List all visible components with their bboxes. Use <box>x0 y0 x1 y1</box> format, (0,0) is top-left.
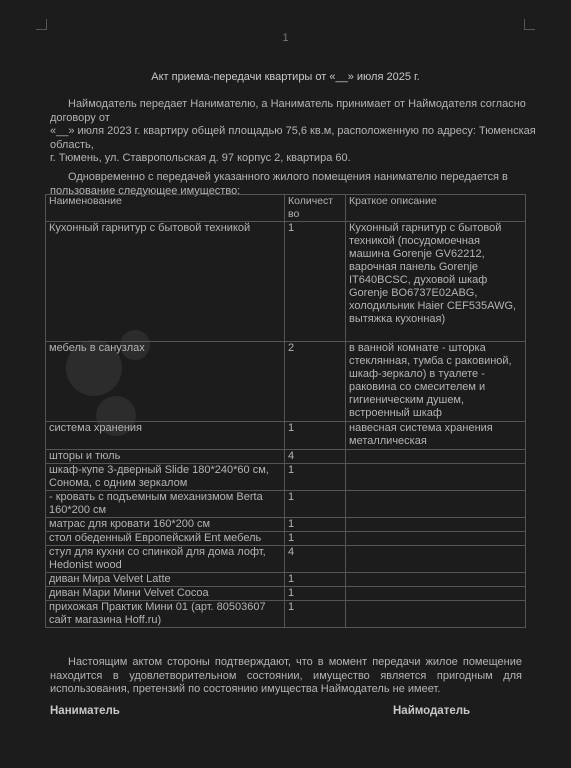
row-desc <box>346 601 526 628</box>
property-intro-line: пользование следующее имущество: <box>50 184 241 197</box>
row-name: диван Мари Мини Velvet Cocoa <box>46 587 285 601</box>
header-qty: Количест во <box>285 195 346 222</box>
table-row <box>46 222 526 342</box>
table-row <box>46 587 526 601</box>
row-desc <box>346 546 526 573</box>
row-qty: 1 <box>285 532 346 546</box>
table-row <box>46 573 526 587</box>
row-qty: 4 <box>285 546 346 573</box>
table-row <box>46 491 526 518</box>
signature-landlord: Наймодатель <box>393 705 471 717</box>
intro-line: договору от <box>50 111 110 124</box>
row-desc <box>346 491 526 518</box>
row-qty: 4 <box>285 450 346 464</box>
row-name: стол обеденный Европейский Ent мебель <box>46 532 285 546</box>
table-row <box>46 546 526 573</box>
table-row <box>46 464 526 491</box>
row-qty: 1 <box>285 573 346 587</box>
intro-line: г. Тюмень, ул. Ставропольская д. 97 корпус 2, квартира 60. <box>50 152 351 164</box>
row-desc <box>346 518 526 532</box>
table-row <box>46 450 526 464</box>
row-desc <box>346 532 526 546</box>
table-row <box>46 422 526 450</box>
intro-paragraph <box>50 98 550 166</box>
row-desc: навесная система хранения металлическая <box>346 422 526 450</box>
row-name: - кровать с подъемным механизмом Berta 160*200 см <box>46 491 285 518</box>
table-row <box>46 532 526 546</box>
page-number: 1 <box>282 32 289 44</box>
row-desc <box>346 587 526 601</box>
row-qty: 1 <box>285 422 346 450</box>
table-row <box>46 601 526 628</box>
intro-line: Наймодатель передает Нанимателю, а Наниматель принимает от Наймодателя согласно <box>68 98 526 110</box>
row-name: Кухонный гарнитур с бытовой техникой <box>46 222 285 342</box>
row-name: система хранения <box>46 422 285 450</box>
row-desc <box>346 464 526 491</box>
property-table <box>45 194 526 628</box>
row-name: прихожая Практик Мини 01 (арт. 80503607 сайт магазина Hoff.ru) <box>46 601 285 628</box>
row-name: мебель в санузлах <box>46 342 285 422</box>
table-header-row <box>46 195 526 222</box>
row-qty: 1 <box>285 491 346 518</box>
row-name: шкаф-купе 3-дверный Slide 180*240*60 см, Сонома, с одним зеркалом <box>46 464 285 491</box>
row-qty: 1 <box>285 518 346 532</box>
row-qty: 1 <box>285 587 346 601</box>
row-desc <box>346 573 526 587</box>
header-desc: Краткое описание <box>346 195 526 222</box>
table-row <box>46 342 526 422</box>
table-row <box>46 518 526 532</box>
row-name: шторы и тюль <box>46 450 285 464</box>
intro-line: область, <box>50 138 94 151</box>
signature-tenant: Наниматель <box>50 705 120 717</box>
row-name: стул для кухни со спинкой для дома лофт, Hedonist wood <box>46 546 285 573</box>
row-desc: Кухонный гарнитур с бытовой техникой (посудомоечная машина Gorenje GV62212, варочная панель Gorenje IT640BCSC, духовой шкаф Gorenje BO6737E02ABG, холодильник Haier CEF535AWG, вытяжка кухонная) <box>346 222 526 342</box>
crop-mark-top-left <box>36 19 47 30</box>
row-name: матрас для кровати 160*200 см <box>46 518 285 532</box>
property-intro-line: Одновременно с передачей указанного жилого помещения нанимателю передается в <box>68 171 508 183</box>
row-desc: в ванной комнате - шторка стеклянная, тумба с раковиной, шкаф-зеркало) в туалете - раковина со смесителем и гигиеническим душем, встроенный шкаф <box>346 342 526 422</box>
row-name: диван Мира Velvet Latte <box>46 573 285 587</box>
header-name: Наименование <box>46 195 285 222</box>
row-qty: 1 <box>285 601 346 628</box>
closing-text: Настоящим актом стороны подтверждают, что в момент передачи жилое помещение находится в удовлетворительном состоянии, имущество является пригодным для использования, претензий по состоянию имущества Наймодатель не имеет. <box>50 656 522 695</box>
crop-mark-top-right <box>524 19 535 30</box>
row-qty: 1 <box>285 222 346 342</box>
row-desc <box>346 450 526 464</box>
row-qty: 2 <box>285 342 346 422</box>
intro-line: «__» июля 2023 г. квартиру общей площадью 75,6 кв.м, расположенную по адресу: Тюменская <box>50 125 536 137</box>
document-title: Акт приема-передачи квартиры от «__» июля 2025 г. <box>151 71 420 83</box>
closing-paragraph <box>50 656 522 697</box>
row-qty: 1 <box>285 464 346 491</box>
